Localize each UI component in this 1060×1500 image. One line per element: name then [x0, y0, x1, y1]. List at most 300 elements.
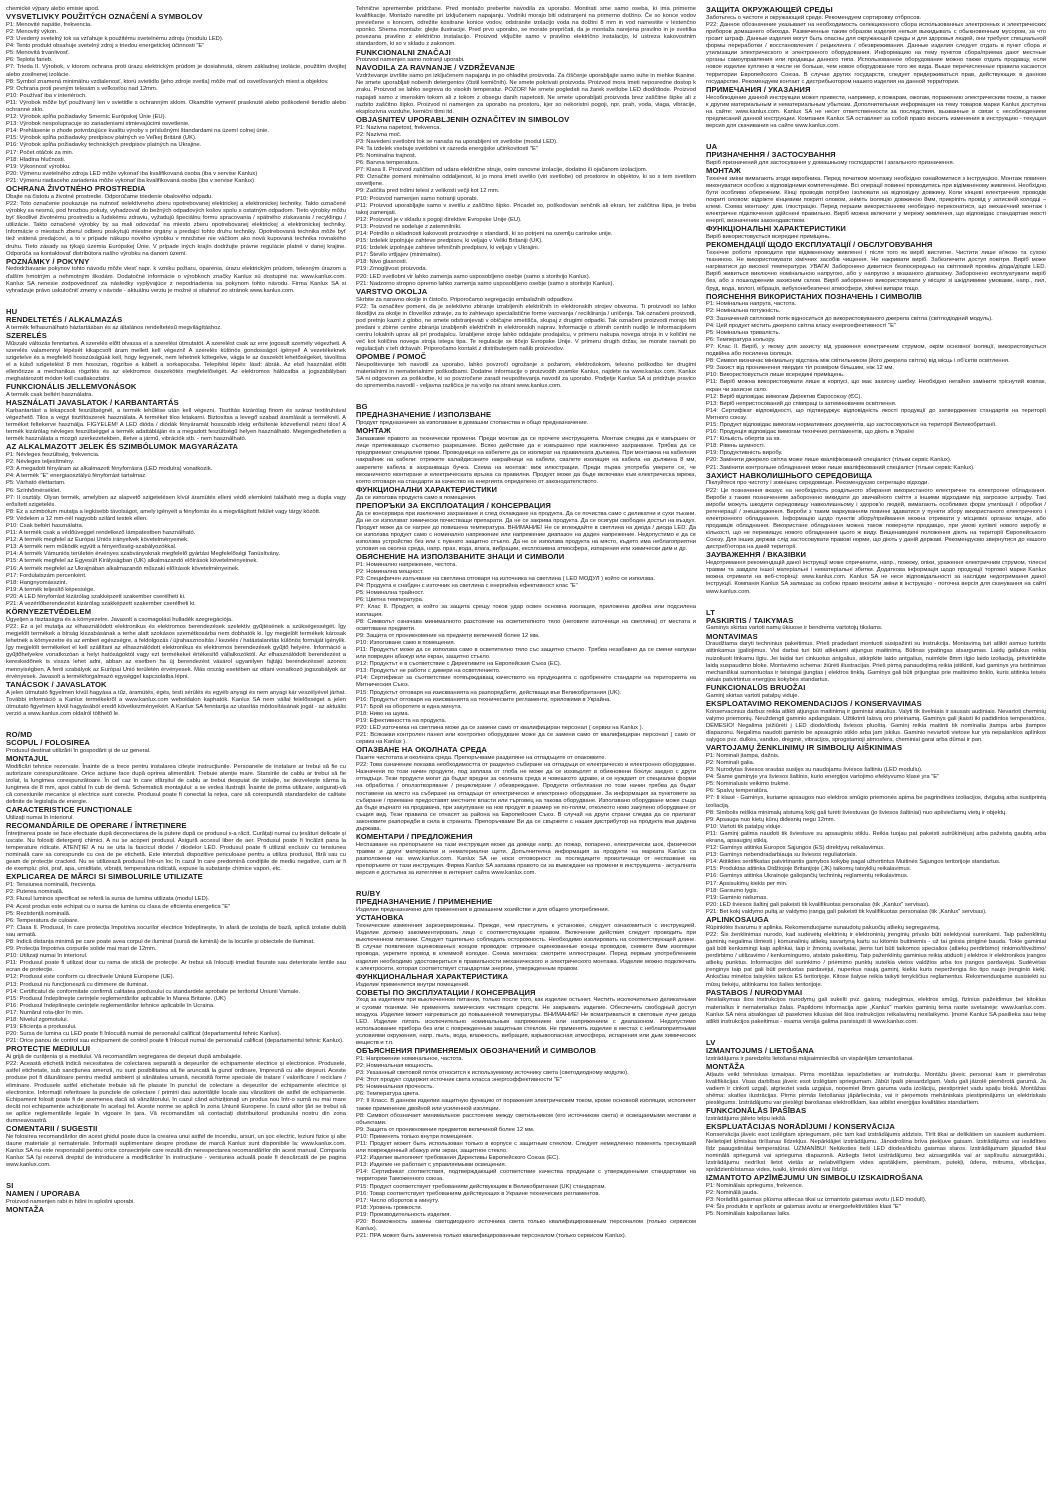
symbol-explanation: P21: Nadzorno stropno opremo lahko zamenja samo usposobljeno osebje (samo s storitvijo Kanlux). [356, 280, 615, 287]
symbol-explanation: P9: Захист від проникнення твердих тіл розміром більшим, ніж 12 мм. [706, 365, 894, 372]
section [706, 1123, 1046, 1174]
symbol-explanation: P20: Výmenu svetelného zdroja LED môže vykonať iba kvalifikovaná osoba (iba v servise Kanlux) [6, 170, 258, 177]
section [706, 241, 1046, 292]
section-heading: OCHRANA ŽIVOTNÉHO PROSTREDIA [6, 184, 146, 194]
body-text: Изделие предназначено для применения в домашнем хозяйстве и для общего употребления. [356, 907, 610, 914]
section-heading: КОМЕНТАРИ / ПРЕДЛОЖЕНИЯ [356, 832, 473, 842]
body-text: Întreținerea poate se face efectuate după deconectarea de la putere după ce produsul s-a răcit. Curățați numai cu țesături delicate și uscate. Nu folosiți detergenți chimici. A nu se acoperi produsul. Asigură accesul liber de aer. Produsul poate fi încălzit pana la temperature ridicate. ATENȚIE! A nu se uita la fascicul diodei / diodelor LED. Produsul poate fi utilizat exclusiv cu tensiunea nominală care sa corespunde cu cea de pe etichetă. Este interzisă dispozitive periculoase pentru a utiliza produsul, fără sau cu geam de protecție cracked. Nu se utilizează produsul într-un loc în cazul în care predomină condițiile de mediu negative, cum ar fi de exemplu: ploi, praf, apa, umiditate, vibrații, temperatura ridicată, expuse la substanțe chimice vapori, etc. [6, 830, 346, 873]
section-heading: EXPLICAREA DE MĂRCI SI SIMBOLURILE UTILIZATE [6, 872, 203, 882]
symbol-explanation: P8: Označite pomeni minimalno oddaljenost, ki jo mora imeti svetilo (viri svetlobe) od prostorov in objektov, ki so s tem svetilom osvetljene. [356, 174, 696, 188]
section-heading: ЗАХИСТ НАВКОЛИШНЬОГО СЕРЕДОВИЩА [706, 470, 873, 480]
section-heading: POZNÁMKY / POKYNY [6, 256, 90, 266]
section [356, 6, 696, 49]
section [706, 151, 1046, 167]
symbol-explanation: P11: Proizvod uporabljajte samo v svetilu z zaščitno šipko. Pricadet so, poškodovan senčnik ali ekran, ter zaščitna šipa, je treba takoj zamenjati. [356, 202, 696, 216]
symbol-explanation: P14: Atitikties sertifikatas patvirtinantis gamybos kokybę pagal užtvirtintus Muitinės Sąjungos teritorijoje standartus. [706, 859, 1001, 866]
symbol-explanation: P9: Защита от проникновения предметов величиной более 12 мм. [356, 1126, 535, 1133]
symbol-explanation: P19: Gaminio našumas. [706, 894, 768, 901]
symbol-explanation: P6: Цветна температура. [356, 597, 424, 604]
symbol-explanation: P15: Продукт соответствует требованиям действующим в Великобритании (UK) стандартам. [356, 1183, 607, 1190]
symbol-explanation: P17: Брой на оборотите в една минута. [356, 703, 463, 710]
symbol-explanation: P10: Використовується лише всередині приміщень. [706, 372, 845, 379]
body-text: Уход за изделием при выключенном питании, только после того, как изделие остынет. Чистить исключительно деликатными и сухими тканями. Не применять химических чистящих средств. Не закрывать изделие. Обеспечить свободный доступ воздуха. Изделие может нагреваться до повышенной температуры. ВНИМАНИЕ! Не всматриваться в световые лучи диода LED. Изделие питать исключительно номинальным напряжением или напряжением с диапазоном. Недопустимо использование прибора без или с поврежденным защитным стеклом. Не применять изделие в местах с неблагоприятными условиями окружения, напр. пыль, вода, влажность, вибрация, взрывоопасная атмосфера, испарения или дым химических веществ и т.п. [356, 997, 696, 1046]
body-text: chemické výpary alebo emisie apod. [6, 6, 100, 12]
section [6, 332, 346, 383]
section [706, 633, 1046, 684]
section-heading: NAMEN / UPORABA [6, 1189, 81, 1199]
section-heading: MONTĀŽA [706, 1061, 745, 1071]
section [706, 916, 1046, 989]
symbol-explanation: P15: Izdelek izpolnjuje zahteve predpisov, ki veljajo v Veliki Britaniji (UK). [356, 238, 543, 245]
body-text: Draudžiama daryti techninius pakeitimus. Prieš pradedant montuoti susipažinti su instrukcija. Montavimą turi atlikti asmuo turintis atitinkamus įgaliojimus. Visi darbai turi būti atliekami atjungus maitinimą. Būtinas ypatingas atsargumas. Laidų galiukus reikia nuizoliuoti tinkamu ilgiu. Jei laidai turi cinkuotus antgalius, atkirpkite laido antgalius, nuimkite 8mm ilgio laido izoliaciją, pritvirtinkite laidą suspaudimo bloke. Montavimo schema: žiūrėti iliustracijas. Prieš pirmą panaudojimą reikia įsitikinti, kad gaminys yra tvirtinimas mechaniškai sumontuotas ir teisingai įjungtas į elektros tinklą. Gaminys gali būti prijungtas prie maitinimo tinklo, kuris atitinka teisės aktais patvirtintus energijos kokybės standartus. [706, 641, 1046, 683]
section [6, 443, 346, 608]
symbol-explanation: P4: Ta izdelek vsebuje svetlobni vir razreda energijske učinkovitosti "E" [356, 145, 538, 152]
section-heading: MONTAŽA [6, 1205, 45, 1215]
body-text: Proizvod namenjen rabi in hišni in splošni uporabi. [6, 1199, 135, 1206]
section-heading: RENDELTETÉS / ALKALMAZÁS [6, 314, 123, 324]
body-text: Виріб призначений для застосування у домашньому господарстві і загального призначення. [706, 159, 955, 166]
symbol-explanation: P22: Toto označenie poukazuje na nutnosť selektívneho zberu opotrebovanej elektrickej a elektronickej techniky. Takto označené výrobky sa nesmú, pod hrozbou pokuty, vyhadzovať do bežných odpadových košov spolu s ostatným odpadom. Tieto výrobky môžu byť škodlivé životnému prostrediu a ľudskému zdraviu, vyžadujú špeciálnu formu spracovania / spätného získavania / recyklingu / utilizácie. Takto označené výrobky by sa mali odovzdať na miesto zberu opotrebovanej elektrickej a elektronickej techniky. Informácie o miestach zberu/ odberu poskytujú miestne orgány a predajci tohto druhu techniky. Opotrebovaná technika môže byť tiež vrátená predajcovi, a to v prípade nákupu nového výrobku v množstve nie väčšom ako nová kupovaná technika rovnakého druhu. Tieto zásady sa týkajú územia Európskej Únie. V prípade iných krajín dodržujte právne regulácie platné v danej krajine. Odporúča sa kontaktovať distribútora našho výrobku na danom území. [6, 200, 346, 257]
symbol-explanation: P7: Klasa II. Proizvod zaščiten od udara električne struje, osim osnovne izolacije, dodatno ili ojačanom izolacijom. [356, 167, 648, 174]
column-1 [6, 6, 346, 1496]
section-heading: FUNKCIONALNI ZNAČAJI [356, 47, 451, 57]
language-block [6, 6, 346, 295]
body-text: Недотримання рекомендацій даної інструкції може спричинити, напр., пожежу, опіки, ураження електричним струмом, тілесні травми та завдати іншої матеріальні і нематеріальні збитки. Додаткова інформація щодо продукції торгової марки Kanlux можна отримати на веб-сторінці: www.kanlux.com. Kanlux SA не несе відповідальності за наслідки недотримання даної інструкції. Компанія Kanlux SA залишає за собою право вносити зміни в інструкцію - поточна версія для скачування на сайті www.kanlux.com. [706, 560, 1046, 595]
language-code: RO/MD [6, 729, 33, 739]
symbol-explanation: P21: Výmenu riadiaceho zariadenia môže vykonať iba kvalifikovaná osoba (iba v servise Kanlux) [6, 177, 255, 184]
section-heading: ПРЕДНАЗНАЧЕНИЕ / ИЗПОЛЗВАНЕ [356, 410, 492, 420]
symbol-explanation: P3: Зазначений світловий потік відноситься до використовуваного джерела світла (світлодіодний модуль). [706, 315, 993, 322]
symbol-explanation: P10: Proizvod namenjen samo notranji uporabi. [356, 195, 479, 202]
section [6, 1125, 346, 1169]
symbol-explanation: P5: Nominalna trajnost. [356, 152, 417, 159]
language-block [6, 730, 346, 1169]
symbol-explanation: P21: ПРА может быть заменена только квалифицированным персоналом (только сервисом Kanlux). [356, 1233, 627, 1240]
symbol-explanation: P9: Protecția împotriva corpurile solide mai mari de 12mm. [6, 946, 157, 953]
symbol-explanation: P21: A vezérlőberendezést kizárólag szakképzett szakember cserélheti ki. [6, 601, 196, 608]
symbol-explanation: P13: Изделие не работает с управляемыми освещения. [356, 1162, 507, 1169]
symbol-explanation: P13: Виріб непристосований до співпраці із затемнювачем освітлення. [706, 400, 897, 407]
symbol-explanation: P6: Teplota farieb. [6, 57, 53, 64]
symbol-explanation: P9: Védelem a 12 mm-nél nagyobb szilárd testek ellen. [6, 515, 148, 522]
body-text: Neupoštevanje teh navodil za uporabo, lahko povzroči ogrožanje s požarom, elektrošokom, telesno poškodbo ter drugimi materialnimi in nematerialnimi poškodbami. Dodatne informacije o proizvodih znamke Kanlux, najdete na www.kanlux.com. Kanlux SA ni odgovoren za poškodbe, ki so povzročene zaradi neupoštevanja navodil za uporabo. Podjetje Kanlux SA si pridržuje pravico do sprememba navodil - veljavna različica je na voljo na strani www.kanlux.com. [356, 362, 696, 390]
symbol-explanation: P11: Продукт может быть использован только в корпусе с защитным стеклом. Следует немедленно поменять треснувший или поврежденный абажур или экран, защитное стекло. [356, 1141, 696, 1155]
section [706, 1047, 1046, 1063]
section-heading: VARSTVO OKOLJA [356, 286, 428, 296]
language-block [706, 6, 1046, 130]
symbol-explanation: P22: Це позначення вказує на необхідність роздільного збирання використаного електричне та електронне обладнання. Вироби з таким позначенням заборонено викидати до звичайного сміття з іншими відходами під загрозою штрафу. Такі вироби можуть шкодити середовищу навколишньому і здоров'ю людей, вимагають особливих форм утилізації / обробки / регенерації / знешкодження. Вироби з таким маркуванням повинні здаватися у пункти збору використаного електричного і електронного обладнання. Інформацію щодо пунктів збору/приймання можна отримати у місцевих органах влади, або продавців обладнання. Використане обладнання можна також повернути продавцю, при умові купівлі нового виробу в кількості, що не перевищує нового обладнання цього ж виду. Вищенаведені положення діють на території Європейського Союзу. Для інших держав слід застосовувати правові норми, що діють у даній державі. Рекомендуємо звернутися до нашого дистриб'ютора на даній території. [706, 487, 1046, 551]
symbol-explanation: P1: Номинално напрежение, честота. [356, 561, 457, 568]
symbol-explanation: P17: Fordulatszám percenként. [6, 572, 87, 579]
symbol-explanation: P22: Това означение показва необходимостта от разделно събиране на отпадъци от електрическо и електронно оборудване. Назначени по този начин продукти, под заплаха от глоба не може да се изхвърлят в обикновени боклук заедно с други отпадъци. Тези продукти могат да бъдат вредни за околната среда и човешкото здраве, и се нуждаят от специални форми на обработка / оползотворяване / рециклиране / обезвреждане. Продукти отбелязани по този начин трябва да бъдат поставени на място на събиране на отпадъци от електрическо и електронно оборудване. За информация за пунктовете за събиране / приемане предоставят местните власти или търговец на такова оборудване. Използвано оборудване може също да бъде върнато на продавача, при закупуване на нов продукт в размер не по-голям, отколкото ново закупено оборудване от същия вид. Тези правила се отнасят за района на Европейския Съюз. В случай на други страни следва да се прилагат законовите разпоредби в сила в страната. Препоръчваме Ви да се свържете с нашия дистрибутор на продукта във дадена държава. [356, 762, 696, 833]
symbol-explanation: P11: Výrobok môže byť používaný len v svietidle s ochranným sklom. Okamžite vymeniť prasknuté alebo poškodené tienidlo alebo ochranné sklo. [6, 99, 346, 114]
symbol-explanation: P4: Šiame gaminyje yra šviesos šaltinis, kurio energijos vartojimo efektyvumo klasė yra "E" [706, 774, 940, 781]
section [356, 973, 696, 989]
language-code: HU [6, 306, 18, 316]
symbol-explanation: P18: Nivo glasnosti. [356, 259, 408, 266]
language-block [706, 142, 1046, 596]
symbol-explanation: P5: Nominālais kalpošanas laiks. [706, 1211, 791, 1218]
section-heading: CARACTERISTICE FUNCȚIONALE [6, 805, 133, 815]
symbol-explanation: P4: Šis produkts ir aprīkots ar gaismas avotu ar energoefektivitātes klasi "E" [706, 1204, 901, 1211]
symbol-explanation: P10: Vartoti tik patalpų viduje. [706, 823, 783, 830]
symbol-explanation: P2: Номинална мощност. [356, 568, 424, 575]
body-text: Заботьтесь о чистоте и окружающей среде. Рекомендуем сортировку отбросов. [706, 14, 922, 21]
body-text: Gaminys skirtas vartoti namų ūkiuose ir bendrems vartotojų tikslams. [706, 625, 883, 632]
symbol-explanation: P4: Цей продукт містить джерело світла класу енергоефективності "E" [706, 322, 897, 329]
symbol-explanation: P6: Színhőmérséklet. [6, 487, 62, 494]
body-text: Izstrādājums ir paredzēts lietošanai mājsaimniecībā un vispārējām izmantošanai. [706, 1055, 914, 1062]
language-code: LT [706, 607, 716, 617]
symbol-explanation: P12: Виріб відповідає вимогам Директив Євросоюзу (ЄС). [706, 393, 863, 400]
symbol-explanation: P21: Bet kokį valdymo pultą ar valdymo įrangą gali pakeisti tik kvalifikuotas personalas (tik „Kanlux" servisas). [706, 908, 987, 915]
symbol-explanation: P11: A termék csak a védőüveggel rendelkező lámpatestben használható. [6, 530, 196, 537]
section-heading: УСТАНОВКА [356, 913, 404, 923]
symbol-explanation: P3: Специфичен излъчване на светлина отговаря на източника на светлина ( LED МОДУЛ ) който се използва. [356, 576, 655, 583]
column-3 [706, 6, 1046, 1496]
symbol-explanation: P7: Клас II. Продукт, в който за защита срещу токов удар освен основна изолация, приложена двойна или подсилена изолация. [356, 604, 696, 618]
section-heading: ЗАЩИТА ОКРУЖАЮЩЕЙ СРЕДЫ [706, 6, 833, 14]
section [356, 411, 696, 427]
section [706, 989, 1046, 1026]
body-text: Atļauts veikt tehniskas izmaiņas. Pirms montāžas iepazīstieties ar instrukciju. Montāžu jāveic personai kam ir piemērotas kvalifikācijas. Visas darbības jāveic esot izslēgtam spriegumam. Jābūt īpaši piesardzīgam. Vadu gali jāizolē piemērotā garumā. Ja vadiem ir cinkoti uzgaļi, atgrieziet vada uzgaļus, noņemiet 8mm garuma vada izolāciju, piestipriniet vadu spaiļu blokā. Montāžas shēma: skatīes ilustrācijas. Pirms pirmās lietošanas jāpārliecinās, vai ir pieņemots mehāniskais piestiprinājums un elektriskais pieslēgums. Izstrādājumu var pieslēgt barošanas elektrotīklam, kas atbilst enerģijas kvalitātes standartiem. [706, 1071, 1046, 1106]
symbol-explanation: P12: Produsul este conform cu directivele Uniunii Europene (UE). [6, 974, 175, 981]
section-heading: PROTECȚIE MEDIULUI [6, 1044, 91, 1054]
language-block [6, 307, 346, 718]
symbol-explanation: P22: Ez a jel mutatja az elhasználódott elektronikus és elektromos berendezések szelektív gyűjtésének a szükségességét. Így megjelölt termékek a bírság kiszabásának a terhe alatt szokásos szemétkosárba nem dobhatók ki. Így megjelölt termékek károsak lehetnek a környezetre és az emberi egészségre, a feldolgozás / újrahasznosítás / kezelés / hatástalanítás különös formáját igénylik. Így megjelölt termékeket el kell szállítani az elhasználódott elektronikus és elektromos berendezések gyűjtő helyére. Információ a gyűjtőhelyekre vonatkozóan a helyi hatóságoktól vagy ezt termékeket értékesítő vállalkozóktól. Az elhasználódott berendezést a kereskedőnek is vissza lehet adni, abban az esetben ha új berendezést vásárol ugyanilyen fajtájú berendezéssel azonos mennyiségben. A fenti szabályok az Európai Unió területén érvényesek. Más ország esetében az ottani vonatkozó jogszabályok az érvényesek. Javasolt a termékforgalmazó egységgel kapcsolatba lépni. [6, 624, 346, 680]
symbol-explanation: P2: Nominali galia. [706, 759, 755, 766]
symbol-explanation: P6: Spalvų temperatūra. [706, 788, 769, 795]
body-text: Nedodržiavanie pokynov tohto návodu môže viesť napr. k vzniku požiaru, oparenia, úrazu elektrickým prúdom, telesným úrazom a ďalším hmotným a nehmotným škodám. Dodatočné informácie o výrobkoch značky Kanlux sú dostupné na: www.kanlux.com. Kanlux SA nenesie zodpovednosť za následky vyplývajúce z nepodriadenia sa pokynom tohto návodu. Firma Kanlux SA si vyhradzuje právo uskutočniť zmeny v návode - aktuálnu verziu je možné si stiahnuť zo stránok www.kanlux.com. [6, 266, 346, 294]
body-text: Műszaki változás fenntartva. A szerelés előtt olvassa el a szerelési útmutatót. A szerelést csak az erre jogosult személy végezheti. A szerelés valamennyi lépését kikapcsolt áram mellett kell végezni! A szerelés különös gondosságot igényel! A vezetékeknek szigetelve és a megfelelő hosszúságúak kell, hogy legyenek, nem lehetnek kötegelve, vágja le az összeköt lehetőségeket, távolítsa el a külső szigetelést 8 mm hosszan, rögzítse a kábelt a sorkapocsba. Telepítési lépés: lásd: ábrák. Az első használat előtt ellenőrizze a mechanikus rögzítés és az elektromos összekötés megfelelőségét. Az elektromos hálózatba a jogszabályban meghatározott módon kell csatlakoztatni. [6, 340, 346, 383]
section-heading: EKSPLOATAVIMO REKOMENDACIJOS / KONSERVAVIMAS [706, 698, 922, 708]
symbol-explanation: P13: Výrobok nespolupracuje so zariadeniami stmievajúcimi osvetlenie. [6, 121, 190, 128]
symbol-explanation: P8: Символът означава минималното разстояние на осветителното тяло (неговите източници на светлина) от местата и осветявани предмети. [356, 618, 696, 632]
symbol-explanation: P11: Gaminį galima naudoti tik šviestuve su apsauginiu stiklu. Reikia tuojau pat pakeisti sutrūkinėjusį arba pažeistą gaubtą arba ekraną, apsauginį stiklą. [706, 830, 1046, 844]
symbol-explanation: P2: Névleges teljesítmény. [6, 459, 75, 466]
symbol-explanation: P20: Sursa de lumina cu LED poate fi înlocuită numai de personalul calificat (departamentul tehnic Kanlux). [6, 1031, 282, 1038]
section-heading: COMENTARII / SUGESTII [6, 1124, 98, 1134]
body-text: Nesilaikymas šios instrukcijos nurodymų gali sukelti pvz. gaisrą, nudegimus, elektros smūgį, fizinius pažeidimus bei kitokius materialius ir nematerialius žalas. Papildomi informacija apie „Kanlux" markės gaminių tema rasite svetainėje: www.kanlux.com. Kanlux SA nėra atsakingas už pasekmes kilusias dėl šios instrukcijos reikalavimų nesilaikymo. Įmonė Kanlux SA pasilieka sau teisę atlikti instrukcijos pakeitimus - esama versija galima parsisiųsti iš www.kanlux.com. [706, 997, 1046, 1025]
section-heading: СОВЕТЫ ПО ЭКСПЛУАТАЦИИ / КОНСЕРВАЦИЯ [356, 987, 536, 997]
symbol-explanation: P9: Apsauga nuo kietų kūnų didesnių negu 12mm. [706, 816, 836, 823]
section [6, 822, 346, 873]
symbol-explanation: P1: Nominali įtampa, dažnis. [706, 752, 780, 759]
section-heading: ОБЪЯСНЕНИЯ ПРИМЕНЯЕМЫХ ОБОЗНАЧЕНИЙ И СИМВОЛОВ [356, 1046, 597, 1056]
section-heading: IZMANTOTO APZĪMĒJUMU UN SIMBOLU IZSKAIDROŠANA [706, 1173, 923, 1183]
section-heading: VARTOJAMŲ ŽENKLINIMŲ IR SIMBOLIŲ AIŠKINIMAS [706, 743, 903, 753]
symbol-explanation: P19: Производительность изделия. [356, 1211, 451, 1218]
symbol-explanation: P2: Nazivna moč. [356, 131, 402, 138]
symbol-explanation: P14: Certificatul de conformitate confirmă calitatea produsului cu standardele aprobate pe teritoriul Uniunii Vamale. [6, 988, 301, 995]
symbol-explanation: P12: Výrobok spĺňa požiadavky Smerníc Európskej Únie (EU). [6, 114, 167, 121]
language-block [706, 1038, 1046, 1219]
symbol-explanation: P2: Номинальная мощность. [356, 1062, 434, 1069]
symbol-explanation: P6: Температура кольору. [706, 336, 776, 343]
section [6, 399, 346, 443]
symbol-explanation: P8: Indică distanța minimă pe care poate avea corpul de iluminat (sursă de lumină) de la locurile și obiectele de iluminat. [6, 938, 315, 945]
body-text: Піклуйтеся про чистоту і зовнішнє середовище. Рекомендуємо сегрегацію відходи. [706, 480, 930, 487]
symbol-explanation: P18: Nivelul zgomotului. [6, 1017, 69, 1024]
symbol-explanation: P16: Gaminys atitinka Ukrainoje galiojančių techninių reglamentų reikalavimus. [706, 873, 909, 880]
body-text: Ne folosirea recomandărilor din acest ghidul poate duce la crearea unui astfel de incendiu, arsuri, un șoc electric, leziuni fizice și alte daune materiale și nemateriale. Informații suplimentare despre produse de marcă Kanlux sunt disponibile la: www.kanlux.com. Kanlux SA nu este responsabil pentru orice consecințele care rezultă din nerespectarea recomandărilor din acest manual. Compania Kanlux SA își rezervă dreptul de introducere a modificărilor în instrucțiune - versiunea actuală poate fi descărcată de pe pagina www.kanlux.com. [6, 1133, 346, 1169]
section-heading: ПРЕПОРЪКИ ЗА ЕКСПЛОАТАЦИЯ / КОНСЕРВАЦИЯ [356, 500, 551, 510]
section-heading: NAVODILA ZA RAVNANJE / VZDRŽEVANJE [356, 63, 515, 73]
section [706, 293, 1046, 472]
body-text: Utilizați numai în interiorul. [6, 814, 74, 821]
symbol-explanation: P20: Замінити джерело світла може лише кваліфікований спеціаліст (тільки сервіс Kanlux). [706, 457, 952, 464]
symbol-explanation: P15: Výrobok spĺňa požiadavky predpisov platných vo Veľkej Británii (UK). [6, 135, 197, 142]
section [706, 1107, 1046, 1123]
symbol-explanation: P1: Номінальна напруга, частота. [706, 301, 797, 308]
symbol-explanation: P4: A termék "E" energiaosztályú fényforrást tartalmaz. [6, 473, 147, 480]
symbol-explanation: P17: Število vrtljajev (minimalno). [356, 252, 442, 259]
body-text: Изделие применяется внутри помещений. [356, 981, 470, 988]
symbol-explanation: P10: Применять только внутри помещения. [356, 1133, 474, 1140]
symbol-explanation: P16: Продуктът отговаря на изискванията на техническите регламенти, приложими в Украйна. [356, 696, 611, 703]
symbol-explanation: P5: Rezistență nominală. [6, 910, 71, 917]
symbol-explanation: P9: Ochrana proti pevným telesám s veľkosťou nad 12mm. [6, 85, 158, 92]
body-text: Запазваме правото за технически промени. Преди монтаж да се прочете инструкцията. Монтаж следва да е извършен от лице притежаващо съответно разрешение. Всяко действие да е извършено при изключено захранване. Трябва да се предприемат специални грижи. Проводници на кабелите да се изолират на правилната дължина. При монтажна на кабелния накрайник на кабели: отрежете калайдисаните накрайници на кабели, свалете изолация на кабела на дължина 8 мм, закрепете кабела в захранваща бучка. Схема на монтаж: виж илюстрации. Преди първа употреба уверете се, че механичното монтиране и електрическата връзка са правилни. Продукт може да бъде включван към електрическа мрежа, която отговаря на стандарти за качество на енергията определено от законодателството. [356, 436, 696, 485]
section [6, 258, 346, 295]
section-heading: HASZNÁLATI JAVASLATOK / KARBANTARTÁS [6, 398, 179, 407]
symbol-explanation: P7: Клас ІІ. Виріб, у якому для захисту від ураження електричним струмом, окрім основної ізоляції, використовується подвійна або посилена ізоляція. [706, 343, 1046, 358]
section-heading: OPOMBE / POMOČ [356, 352, 427, 362]
symbol-explanation: P15: Produsul îndeplinește cerințele reglementărilor aplicabile în Marea Britanie. (UK) [6, 995, 226, 1002]
section [6, 185, 346, 258]
symbol-explanation: P6: Temperatura de culoare. [6, 917, 80, 924]
body-text: Виріб використовується всередині приміщень. [706, 234, 831, 241]
section-heading: ПРИЗНАЧЕННЯ / ЗАСТОСУВАННЯ [706, 150, 836, 159]
section [706, 684, 1046, 700]
symbol-explanation: P8: Symbol znamená minimálnu vzdialenosť, ktorú svietidlo (jeho zdroje svetla) môže mať od osvetľovaných miest a objektov. [6, 78, 329, 85]
section [356, 553, 696, 746]
symbol-explanation: P2: Номінальна потужність. [706, 308, 781, 315]
symbol-explanation: P16: Izdelek izpolnjuje zahteve tehničnih predpisov, ki veljajo v Ukrajini. [356, 245, 540, 252]
symbol-explanation: P17: Apsisukimų kiekis per min. [706, 880, 788, 887]
symbol-explanation: P6: Barvna temperatura. [356, 160, 420, 167]
section [6, 1045, 346, 1125]
section-heading: ПОЯСНЕННЯ ВИКОРИСТАНИХ ПОЗНАЧЕНЬ І СИМВОЛІВ [706, 291, 923, 301]
section [6, 739, 346, 755]
symbol-explanation: P20: LED šviesos šaltinį gali pakeisti tik kvalifikuotas personalas (tik „Kanlux" servisas). [706, 901, 930, 908]
section-heading: SZERELÉS [6, 330, 47, 340]
symbol-explanation: P8: Ez a szimbólum mutatja a legkisebb távolságot, amely igényelt a fényforrás és a megvilágított felület vagy tárgy között. [6, 508, 321, 515]
section-heading: ФУНКЦІОНАЛЬНІ ХАРАКТЕРИСТИКИ [706, 224, 846, 234]
section [356, 486, 696, 502]
language-code: LV [706, 1037, 716, 1047]
symbol-explanation: P18: Уровень громкости. [356, 1204, 423, 1211]
symbol-explanation: P1: Névleges feszültség, frekvencia. [6, 452, 100, 459]
symbol-explanation: P20: LED svetlobni vir lahko zamenja samo usposobljeno osebje (samo s storitvijo Kanlux). [356, 273, 591, 280]
section-heading: PASKIRTIS / TAIKYMAS [706, 615, 794, 625]
symbol-explanation: P10: Používať iba v interiéroch. [6, 92, 87, 99]
section-heading: RECOMANDĂRILE DE OPERARE / ÎNTREȚINERE [6, 821, 187, 831]
section [706, 6, 1046, 86]
symbol-explanation: P12: A termék megfelel az Európai Uniós irányelvek követelményeinek. [6, 537, 189, 544]
body-text: Izstrādājums jālieto telpu iekšā. [706, 1115, 787, 1122]
symbol-explanation: P15: Продуктът отговаря на изискванията на разпоредбите, действащи във Великобритания (UK). [356, 689, 622, 696]
body-text: Karbantartást a lekapcsolt feszültségnél, a termék lehűlése után kell végezni. Tisztítás kizárólag finom és száraz textilruhával végezhető. Tilos a vegyi tisztítószerek használata. A terméket tilos letakarni. Biztosítsa a levegő szabad áramlását a terméknél. A terméket feltekerve használja. FIGYELEM! A LED dióda / diódák fényáramát hosszabb ideig erősítenie közvetlenül nézni tilos! A termék kizárólag névleges feszültséggel a termék adattábláján és a megadott feszültségű helyen használható. Megengedhetetlen a termék használata a mozgó szerkezetekben, illetve a jármű, vibrációk stb. - nem használható. [6, 407, 346, 443]
symbol-explanation: P15: Продукт відповідає вимогам нормативних документів, що застосовуються на території Великобританії. [706, 421, 997, 428]
section [706, 617, 1046, 633]
section-heading: IZMANTOJUMS / LIETOŠANA [706, 1045, 814, 1055]
symbol-explanation: P1: Menovité napätie, frekvencia. [6, 21, 92, 28]
symbol-explanation: P17: Numărul rota-ților în min. [6, 1009, 84, 1016]
symbol-explanation: P4: Acest produs este echipat cu o sursa de lumina cu clasa de eficienta energetica "E" [6, 903, 231, 910]
section-heading: ФУНКЦИОНАЛНИ ХАРАКТЕРИСТИКИ [356, 484, 498, 494]
symbol-explanation: P14: A termék Vámuniós területén érvényes szabványoknak megfelelő gyártási Megfelelőségi Tanúsítvány. [6, 551, 281, 558]
body-text: Технічні зміни вимагають згоди виробника. Перед початком монтажу необхідно ознайомитися з інструкцією. Монтаж повинен виконуватися особою з відповідними компетенціями. Всі операції повинні проводитись при відімкненому живленні. Необхідно бути особливо обережним. Кінці проводів потрібно ізолювати на відповідну довжину. Коли кінцеві електричних проводів покриті оловом: відріжте кінцевики покриті оловом, зніміть ізоляцію довжиною 8мм, прикріпіть провід у затискній колодці – клемі. Схема монтажу: див. ілюстрацію. Перед першим використанням необхідно переконатися, що механічний монтаж і електричне підключення здійснені правильно. Виріб можна включати у мережу живлення, що відповідає стандартам якості енергії, визначеним законодавством. [706, 175, 1046, 225]
body-text: Да се използва продукта само в помещения. [356, 494, 477, 501]
symbol-explanation: P14: Сертификат за съответствие потвърждаващ качеството на продукцията с одобрените стандарти на територията на Митническия Съюз. [356, 675, 696, 689]
section-heading: ЗАУВАЖЕННЯ / ВКАЗІВКИ [706, 550, 807, 560]
section [356, 288, 696, 354]
symbol-explanation: P9: Zaščita pred trdimi telesi z velikosti večji kot 12 mm. [356, 188, 500, 195]
section-heading: MONTAJUL [6, 753, 49, 763]
symbol-explanation: P18: Рівень шумності. [706, 443, 766, 450]
symbol-explanation: P5: Номінальна тривалість. [706, 329, 781, 336]
symbol-explanation: P7: II klasė - Gaminys, kuriame apsaugos nuo elektros smūgio priemonės apima be pagrindinės izoliacijos, dvigubą arba sustiprintą izoliaciją. [706, 795, 1046, 809]
section [6, 316, 346, 332]
body-text: Технічне роботи проводити при відімкненому живленні і після того як виріб вистигне. Чистити лише м'якою та сухою тканиною. Не використовувати хімічних засобів чищення. Не накривати виріб. Забезпечити доступ повітря. Виріб може нагріватися до високої температури. УВАГА! Заборонено дивитися безпосередньо на світловий промінь діода/діодів LED. Виріб живиться виключно номінальною напругою, або у напругою з вказаного діапазону. Заборонено експлуатувати виріб без, або з пошкодженим захисним склом. Виріб заборонено використовувати у місцях зі шкідливими умовами, напр., пил, бруд, вода, вологі, вібрація, вибухонебезпечні атмосфери, хімічні випари тощо. [706, 250, 1046, 292]
section [706, 86, 1046, 130]
symbol-explanation: P2: Puterea nominală. [6, 889, 64, 896]
body-text: Rūpinkitės švarumu ir aplinka. Rekomenduojame sunaudotų pakuočių atliekų segregavimą. [706, 924, 941, 931]
symbol-explanation: P4: Этот продукт содержит источник света класса энергоэффективности "E" [356, 1077, 562, 1084]
symbol-explanation: P8: Символ обозначает минимальное расстояние между светильником (его источником света) и освещаемыми местами и объектами. [356, 1112, 696, 1126]
section [356, 833, 696, 877]
section [706, 700, 1046, 744]
symbol-explanation: P22: Această etichetă indică necesitatea de colectarea separată a deșeurilor de echipamente electrice și electronice. Produsele, astfel etichetate, sub sancțiunea amenzii, nu sunt posibilitatea să fie aruncată la gunoi ordinare, împreună cu alte deșeuri. Aceste produse pot fi dăunătoare pentru mediul ambient și sănătatea umană, necesită forme speciale de tratare / valorificare / reciclare / eliminare. Produsele astfel etichetate trebuie să fie plasate în punctul de colectare a deșeurilor de echipamente electrice și electronice. Informații referitoare la punctele de colectare / primirii dau autoritățile locale sau vânzătorii de astfel de echipamente. Echipament folosit poate fi de asemenea dacă să vânzătorului, în cazul când achiziționați un produs nou într-o sumă nu mai mare decât noi echipamente achiziționate în același fel. Aceste norme se aplică în zona Uniunii Europene. În cazul altor țări se trebui să se aplice reglementările legale în vigoare în țara. Vă recomandăm să contactați distribuitorul produsului nostru din zona dumneavoastră. [6, 1061, 346, 1125]
section [6, 873, 346, 1045]
symbol-explanation: P5: Номинална трайност. [356, 590, 425, 597]
body-text: Ai grijă de curățenia și a mediului. Vă recomandăm segregarea de deșeuri după ambalajele. [6, 1054, 243, 1061]
section-heading: ОБЯСНЕНИЕ НА ИЗПОЛЗВАНИТЕ ЗНАЦИ И СИМВОЛИ [356, 552, 565, 562]
section [356, 898, 696, 914]
symbol-explanation: P11: Виріб можна використовувати лише в корпусі, що має захисну шибку. Необхідно негайно замінити тріснутий ковпак, екран чи захисне скло. [706, 379, 1046, 393]
symbol-explanation: P3: Norādītā gaismas plūsma attiecas tikai uz izmantoto gaismas avotu (LED modulī). [706, 1197, 927, 1204]
section [706, 744, 1046, 916]
symbol-explanation: P19: Продуктивність виробу. [706, 450, 783, 457]
body-text: Tehnične spremembe pridržane. Pred montažo preberite navodila za uporabo. Montirati sme samo oseba, ki ima primerne kvalifikacije. Montažo naredite pri izključenem napajanju. Vodniki morajo biti odstranjeni na primerno dolžino. Če so konce vodov previečene s koncem, odrežite kositrane konice vodov, odstranite izolacijo voda na dolžini 8 mm in vod namestite v lestenčno sponko. Shema montaže: glejte ilustracije. Pred prvo uporabo, se morate prepričati, da je montaža narejena pravilno in je svetilka povezana pravilno z električno instalacijo. Proizvod vključite samo v pravilno električno instalacijo, ki ustreza kakovostnim standardom, ki so v skladu z zakonom. [356, 6, 696, 48]
symbol-explanation: P13: Продуктът не работи с димери на осветлението. [356, 668, 501, 675]
body-text: Produsul destinat utilizării în gospodării și de uz general. [6, 747, 151, 754]
symbol-explanation: P13: A termék nem működik együtt a fényerősség-szabályozókkal. [6, 544, 177, 551]
section [6, 608, 346, 681]
body-text: Konservācija jāveic esot izslēgtam spriegumam, pēc tam kad izstrādājums atdzisis. Tīrīt tikai ar delikātiem un sausiem audumiem. Nelietojiet ķīmiskus tīrīšanas līdzekļus. Nepārklājiet izstrādājumu. Jānodrošina brīva piekļuve gaisam. Izstrādājums var iesildīties līdz paaugstinātai temperatūrai. UZMANĪBU! Nelūkoties tieši LED diodes/diožu gaismas staros. Izstrādājumam jāpadod tikai nominālā spriegumā vai sprieguma diapazonā. Aizliegts lietot izstrādājumu bez aizsargstikla vai ar saplīsušu aizsargstiklu. Izstrādājumu nedrīkst lietot vietās ar nelabvēlīgiem vides apstākļiem, piemēram, putekļi, ūdens, mitrums, vibrācijas, sprādzienbīstamas vides, tvaiki, ķīmiski dūmi vai līdzīgi. [706, 1131, 1046, 1174]
body-text: A termék csak beltéri használatra. [6, 391, 93, 398]
symbol-explanation: P7: Clasa II. Produsul, în care protecția împotriva socurilor electrice îndeplinește, în afară de izolația de bază, aplică izolatie dublă sau armată. [6, 924, 346, 938]
section [356, 353, 696, 390]
language-code: SI [6, 1181, 14, 1191]
symbol-explanation: P10: Csak beltéri használatra. [6, 523, 84, 529]
section [706, 551, 1046, 595]
body-text: Ügyeljen a tisztaságra és a környezetre. Javasolt a csomagolási hulladék szegregációja. [6, 616, 233, 623]
language-code: BG [356, 402, 368, 412]
symbol-explanation: P16: A termék megfelel az Ukrajnában alkalmazandó műszaki előírások követelményeinek. [6, 565, 240, 572]
section [6, 383, 346, 399]
language-code: UA [706, 142, 718, 151]
body-text: A termék felhasználható háztartásban és az általános rendeltetésű megvilágításhoz. [6, 324, 222, 331]
symbol-explanation: P8: Simbolis reiškia minimalų atstumą kokį gali turėti šviestuvas (jo šviesos šaltiniai) nuo apšviečiamų vietų ir objektų. [706, 809, 1007, 816]
section-heading: ФУНКЦИОНАЛЬНАЯ ХАРАКТЕРИСТИКА [356, 971, 509, 981]
symbol-explanation: P18: Ниво на шума. [356, 710, 410, 717]
body-text: Dbajte na čistotu a životné prostredie. Odporúčame triedenie obalového odpadu. [6, 193, 213, 200]
symbol-explanation: P3: Fluxul luminos specificat se referă la sursa de lumina utilizata (modul LED). [6, 896, 210, 903]
section-heading: AZ ALKALMAZOTT JELEK ÉS SZIMBÓLUMOK MAGYARÁZATA [6, 442, 239, 452]
language-block [356, 889, 696, 1240]
body-text: Konservacinius darbus reikia atlikti atjungus maitinimą ir gaminiui ataušus. Valyti tik švelniais ir sausais audiniais. Nevartoti cheminių valymo priemonių. Neuždengti gaminio apdangalais. Užtikrinti laisvą oro prieinamą. Gaminys gali įkaisti iki padidintos temperatūros. DĖMESIO! Negalima įsižiūrėti į LED diodo/diodų šviesos pluoštą. Gaminį reikia maitinti tik nominalia įtampa arba įtampos diapazonu. Negalima naudoti gaminio be apsauginio stiklo arba jam įskilus. Gaminio nevartoti vietose kur yra nepalankios aplinkos sąlygos pvz. dulkės, vanduo, drėgmė, vibracijos, sprogstamoji atmosfera, cheminiai garai arba dūmai ir pan. [706, 708, 1046, 743]
section [706, 1063, 1046, 1107]
symbol-explanation: P17: Кількість обертів за хв. [706, 436, 782, 443]
symbol-explanation: P8: Символ визначає мінімальну відстань між світильником (його джерела світла) від місць і об'єктів освітлення. [706, 358, 1010, 365]
symbol-explanation: P5: Nominalusis veikimo trukmė. [706, 781, 791, 788]
symbol-explanation: P9: Защита от проникновение на предмети величиной более 12 мм. [356, 632, 540, 639]
section [356, 914, 696, 972]
symbol-explanation: P4: Продукта е снабден с източник на светлина с енергийна ефективност клас "E" [356, 583, 578, 590]
body-text: Modificări tehnice rezervate. Înainte de a trece pentru instalarea citește instrucțiunile. Persoanele de instalare ar trebui să fie cu autorizare corespunzătoare. Orice acțiune face după oprirea alimentării. Trebuie atenție mare. Starsirile de cablu ar trebui să fie izolat, la lungimea corespunzătoare. În cel caz în care sfârșitul de cablu ar trebui despuiat de izolație, se dezvelește sârma la lungimea de 8 mm, apoi cablul în cub de demă. Schematică montajului: a se vedea ilustrații. Înainte de prima utilizare, asigurați-vă că conexiunile mecanice și electrice sunt corecte. Produsul poate fi conectat la rețea, care să corespundă standardelor de calitate definite de legislația de energie. [6, 763, 346, 806]
symbol-explanation: P1: Nazivna napetost, frekvenca. [356, 124, 442, 131]
section [6, 1206, 346, 1215]
section [356, 746, 696, 833]
symbol-explanation: P4: Tento produkt obsahuje svetelný zdroj s triedou energetickej účinnosti "E" [6, 43, 205, 50]
section [6, 1190, 346, 1206]
symbol-explanation: P13: Proizvod ne sodeluje z zatemnilniki. [356, 223, 462, 230]
section-heading: ПРЕДНАЗНАЧЕНИЕ / ПРИМЕНЕНИЕ [356, 897, 493, 907]
symbol-explanation: P5: Номинальная прочность. [356, 1084, 435, 1091]
symbol-explanation: P16: Výrobok spĺňa požiadavky technických predpisov platných na Ukrajine. [6, 142, 202, 149]
body-text: Пазете чистотата и околната среда. Препоръчваме разделяне на отпадъците от опаковките. [356, 755, 607, 762]
body-text: Да се консервира при изключено захранване и след охлаждане на продукта. Да се почиства само с деликатни и сухи тъкани. Да не се използват химически почистващи препарати. Да не се закрива продукта. Да се осигури свободен достъп на въздух. Продукт може да се нагрее до повишена температура. ВНИМАНИЕ! Не се вглеждайте в светлина на диода / диода LED. Да се използва продукт само с номинално напрежение или напрежение диапазон на даден напрежение. Недопустимо е да се използва устройство без или с пукнато защитно стъкло. Да не се използва продукта на място, където има неблагоприятни условия на околна среда, напр. прах, вода, влага, вибрации, експлозивна атмосфера, изпарения или химически дим и др. [356, 510, 696, 552]
symbol-explanation: P1: Tensiunea nominală, frecvența. [6, 882, 97, 889]
section [356, 427, 696, 485]
section-heading: FUNKCIONĀLĀS ĪPAŠĪBAS [706, 1105, 807, 1115]
section [356, 502, 696, 553]
symbol-explanation: P10: Използване само в помещения. [356, 639, 456, 646]
symbol-explanation: P22: Ta označitev pomeni, da je selektivno zbiranje izrabljenih električnih in elektronskih strojev obvezna. Ti proizvodi so lahko škodljivi za okolje in človeško zdravje, za to zahtevajo specialistične forme varovanja / recikliranja / uničenja. Tak označeni proizvodi, pod pretnjo kazni z globo, ne smete odstranjevati v običajne smetišča, skupaj z drugimi odpadki. Tak označeni proizvodi morajo biti predani v zbirne centre zbiranja izrabljenih električnih in elektronskih naprav. Informacije o zbirnih centrih nudijo le informacijskem centru lokalnih uprav ali pri prodajalcu. Izrabljene stroje lahko oddajate prodajalcu, v primeru nakupa novega stroja in v količini ne več kot količina novega stroja istega tipa. Te regulacije se tičejo Evropske Unije. V primeru drugih držav, se morate ravnati po regulacijah v teh državah. Priporočamo kontakt z distributerjem našib proizvodov. [356, 303, 696, 353]
section-heading: APLINKOSAUGA [706, 915, 769, 924]
symbol-explanation: P7: II Класс. В данном изделии защитную функцию от поражения электрическим током, кроме основной изоляции, исполняет также применение двойной или усиленной изоляции. [356, 1098, 696, 1112]
symbol-explanation: P21: Замінити контрольне обладнання може лише кваліфікований спеціаліст (тільки сервіс Kanlux). [706, 464, 975, 471]
symbol-explanation: P10: Utilizați numai în interiorul. [6, 953, 88, 960]
symbol-explanation: P21: Orice panou de control sau echipament de control poate fi înlocuit numai de personalul calificat (departamentul tehnic Kanlux). [6, 1038, 344, 1045]
symbol-explanation: P22: Šis ženklinimas nurodo, kad sudėvėtų elektrinių ir elektroninių įrenginių privalo būti selektyviai surenkami. Taip paženklintų gaminių negalima išmesti į komunalinių atliekų savartyną kartu su kitomis buitinėmis - už tai grėsia piniginė bauda. Tokie gaminiai gali būti kenksmingi kaip aplinkai, taip ir žmonių sveikatai, jiems turi būti taikomos specialios (atliekų perdirbimo) rinkimo/išvežimo/ perdirbimo / utilizavimo / kenksmingumo, atstato pakeitimų. Taip paženklintų gaminius reikia atiduoti į elektros ir elektronikos įrangos atliekų punktus. Informacijos dėl surinkimo / priėmimo punktų suteikia vietos valdžios arba tos įrangos pardavėjai. Sudėvėtas įrenginys taip pat gali būti perduotas pardavėjui, nuperkus naują gaminį, kiekiu kuris neperžengia šio tipo naujo įrenginio kiekį. Anksčiau minėtos taisyklės taikos ES teritorijoje. Kitose šalyse reikia taikyti tenykščius reglamentus. Rekomenduojame susisiekti su mūsų tiekėju, atitinkamu tos šalies teritorijoje. [706, 931, 1046, 988]
symbol-explanation: P20: LED източника на светлина може да се замени само от квалифициран персонал ( сервиз на Kanlux ). [356, 725, 644, 732]
symbol-explanation: P19: Eficiența a produsului. [6, 1024, 77, 1031]
section-heading: PASTABOS / NURODYMAI [706, 987, 803, 997]
symbol-explanation: P1: Nominālais spriegums, frekvence. [706, 1183, 804, 1190]
symbol-explanation: P18: Garsumo lygis. [706, 887, 759, 894]
symbol-explanation: P22: Данное обозначение указывает на необходимость селекционного сбора использованных электронных и электрических приборов домашнего обихода. Размеченные таким образом изделия нельзя выкидывать с обыкновенным мусором, за что грозит штраф. Данные изделия могут быть опасны для окружающей среды и для здоровья людей, они требуют специальной формы переработки / восстановления / рециклинга / обезвреживания. Данные изделия следует отдать в пункт сбора и утилизации электрического и электронного оборудования. Информацию на тему пунктов сбора/приема дают местные органы самоуправления или продавцы данного типа. Использованное оборудование можно также отдать продавцу, если новое изделие куплено в числе не больше, чем новое оборудование того же вида. Выше перечисленные правила касаются территории Европейского Союза. В случае других государств, следует придерживаться прав, действующих в данном государстве. Рекомендуем контакт с дистрибьютором нашего изделия на данной территории. [706, 21, 1046, 85]
body-text: Vzdrževanje izvršite samo pri izključenem napajanju in po ohladitvi proizvoda. Za čiščenje uporabljajte samo suhe in mehke tkanine. Ne smete uporabljati nobenih detergentov (čistil kemičnih). Ne smete pokrivati proizvoda. Proizvod mora imeti neposredne dostop k zraku. Proizvod se lahko segreva do visokih temperatur. POZOR! Ne smete pogledati na žarek svetlobe LED diod/diode. Proizvod napajati samo z imenskim tokom ali z tokom z obsegu danih napetosti. Ne smete uporabljati proizvoda brez zaščitne šipke ali z razbito zaščitno šipko. Proizvod ni namenjen za uporabo na prostoru, kjer so nekoristni pogoji, npr. prah, voda, vlaga, vibracije, eksplozivna vozduhe, kemični tlimi itd. [356, 73, 696, 115]
language-block [706, 608, 1046, 1026]
symbol-explanation: P19: Ефективността на продукта. [356, 717, 447, 724]
section-heading: KÖRNYEZETVÉDELEM [6, 607, 92, 617]
symbol-explanation: P2: Menovitý výkon. [6, 28, 58, 35]
section-heading: MONTAVIMAS [706, 631, 758, 641]
symbol-explanation: P3: A megadott fényáram az alkalmazott fényforrásra (LED modulra) vonatkozik. [6, 466, 213, 473]
language-block [356, 402, 696, 877]
language-block [356, 6, 696, 390]
body-text: Продукт предназначен за използване в домашни стопанства и общо предназначение. [356, 420, 589, 427]
section-heading: ОПАЗВАНЕ НА ОКОЛНАТА СРЕДА [356, 745, 487, 755]
section [356, 64, 696, 115]
section [356, 116, 696, 288]
symbol-explanation: P5: Menovitá trvanlivosť. [6, 50, 70, 57]
symbol-explanation: P14: Potrdilo o skladnosti kakovosti proizvodnje s standardi, ki so potrjeni na ozemlju carinske unije. [356, 231, 613, 238]
symbol-explanation: P3: Navedeni svetlobni tok se nanaša na uporabljeni vir svetlobe (modul LED). [356, 138, 558, 145]
